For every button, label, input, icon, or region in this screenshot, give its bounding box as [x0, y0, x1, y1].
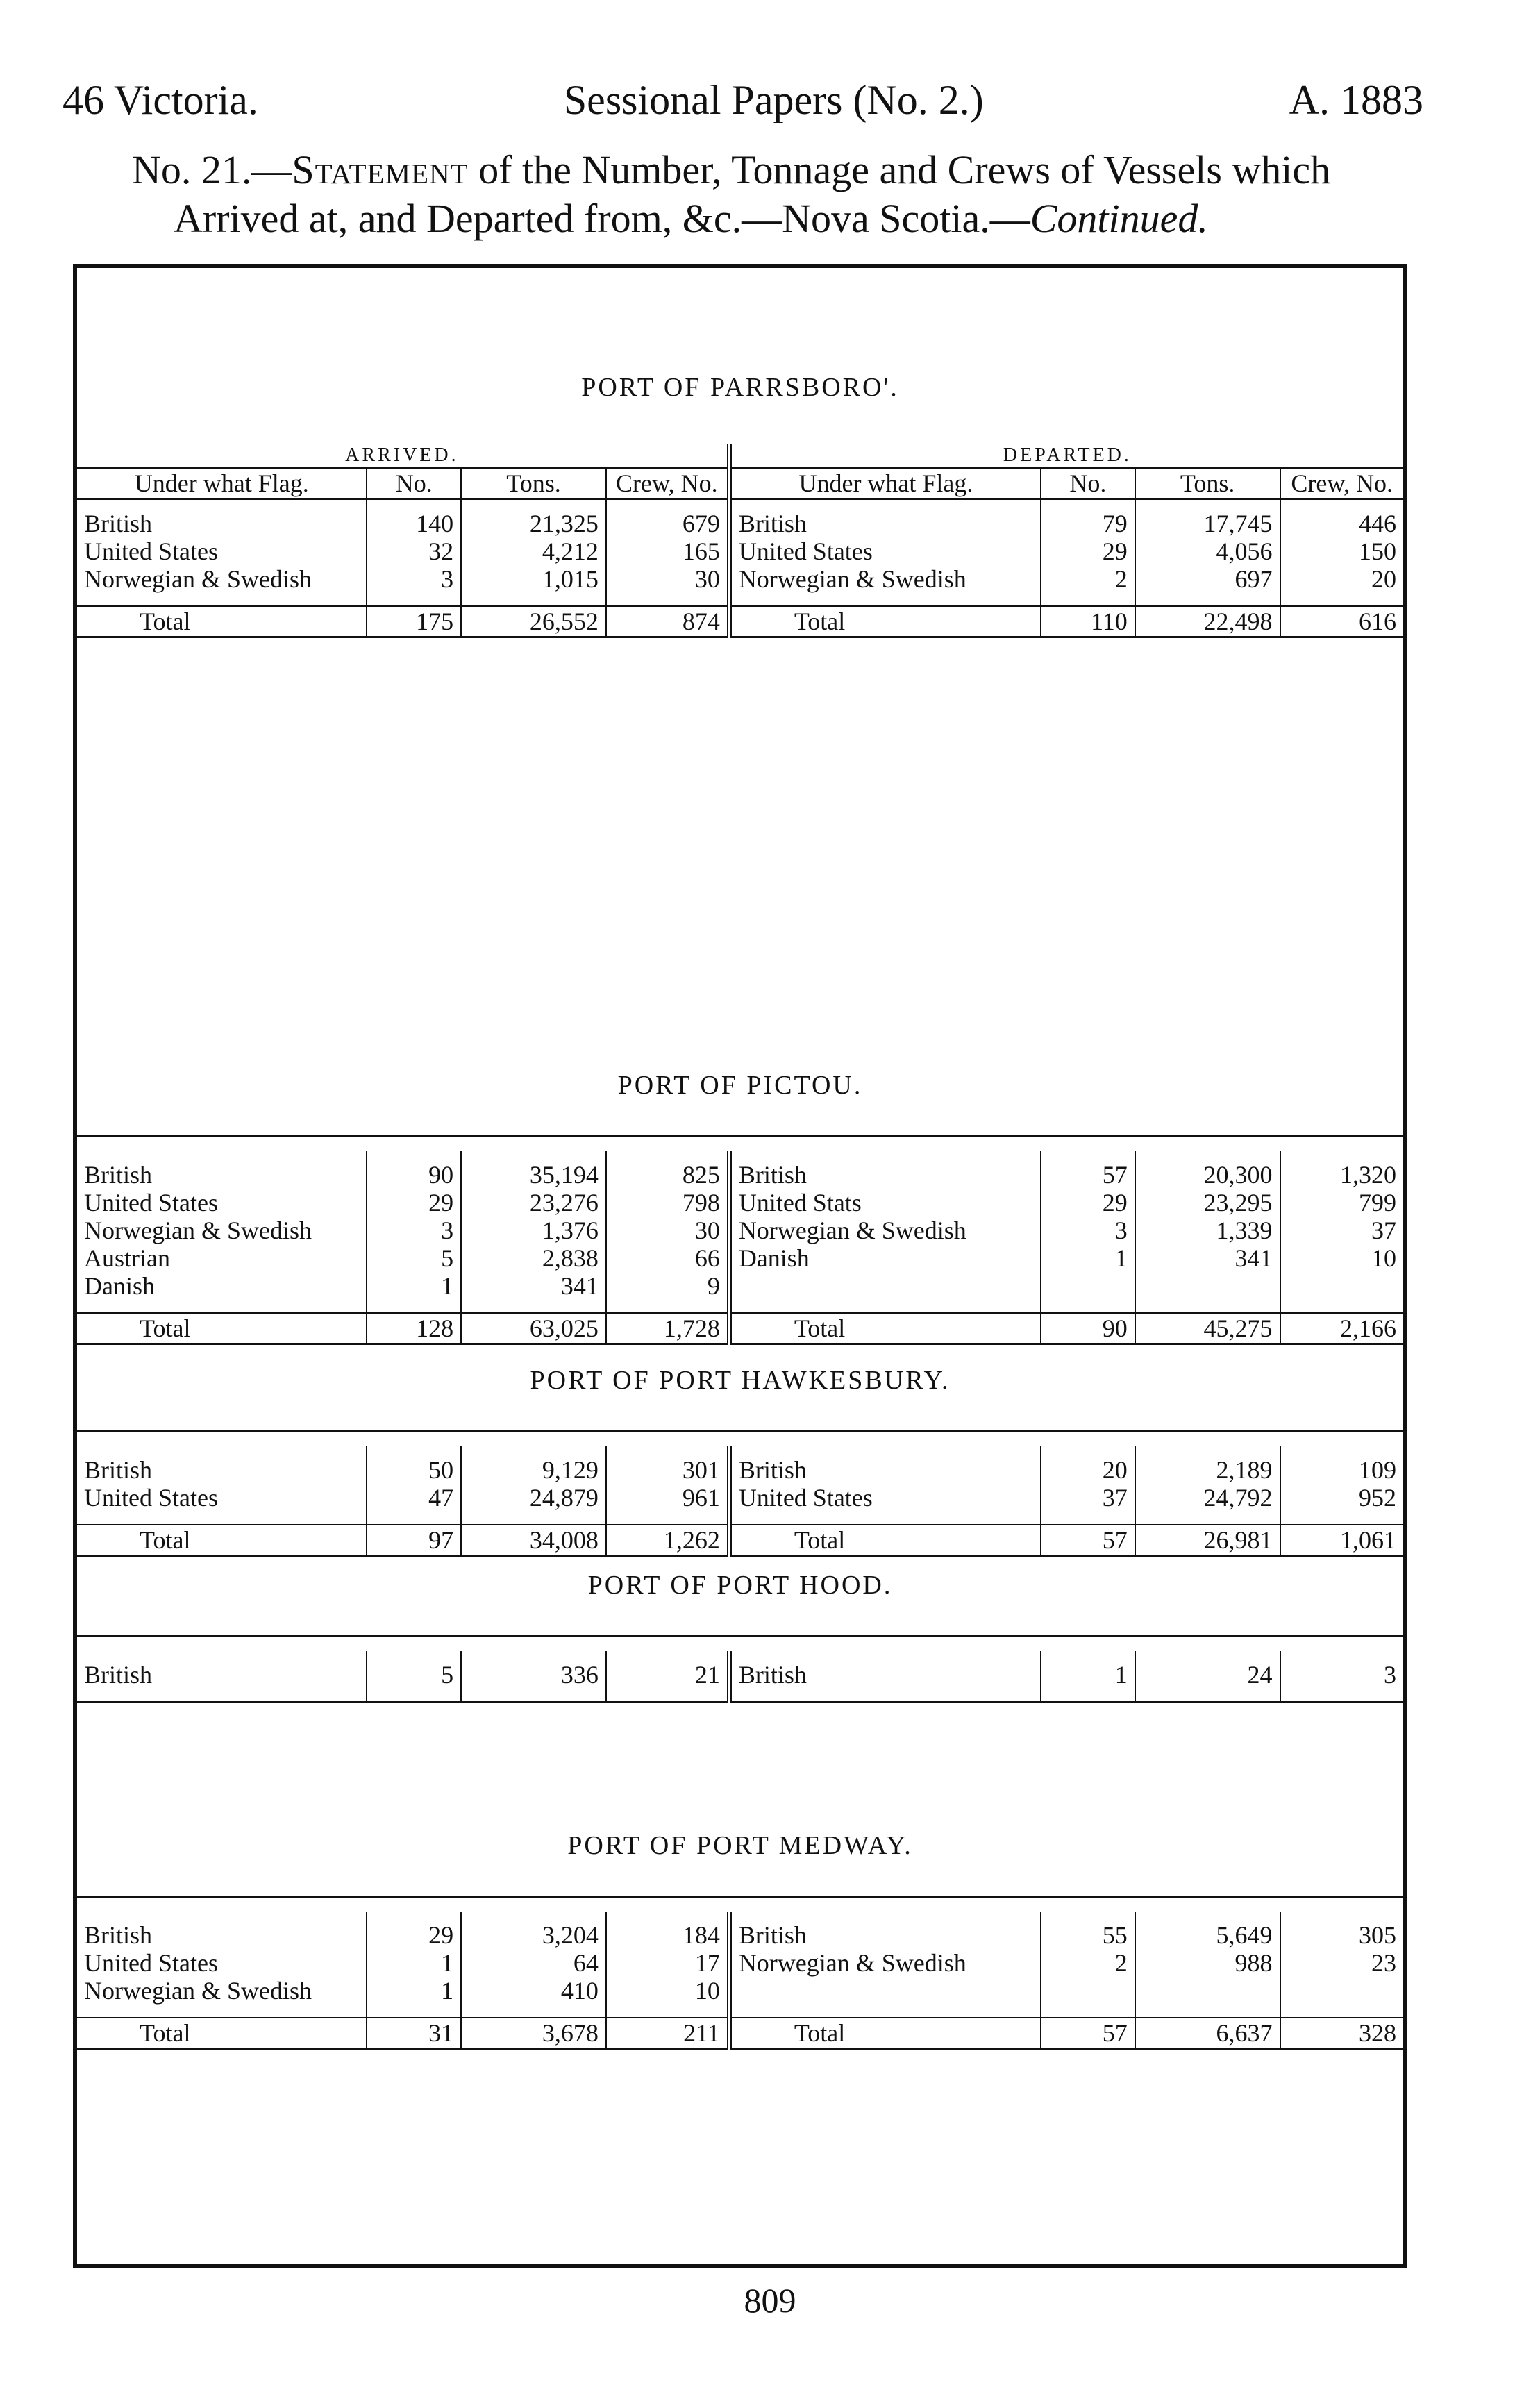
departed-tons-cell: 341 [1135, 1244, 1280, 1272]
departed-flag-cell: British [729, 1446, 1041, 1484]
departed-tons-cell: 23,295 [1135, 1189, 1280, 1216]
departed-flag-cell: Norwegian & Swedish [729, 565, 1041, 606]
departed-tons-cell: 1,339 [1135, 1216, 1280, 1244]
statement-frame [73, 264, 1407, 2268]
arrived-total-crew: 1,728 [606, 1313, 729, 1344]
arrived-tons-cell: 21,325 [461, 499, 606, 538]
arrived-no-cell: 1 [367, 1272, 461, 1313]
page-number: 809 [744, 2281, 796, 2320]
port-table [77, 1896, 1403, 2052]
page-header [62, 76, 1423, 124]
departed-tons-cell: 17,745 [1135, 499, 1280, 538]
departed-no-cell [1041, 1272, 1135, 1313]
departed-crew-cell: 305 [1280, 1912, 1403, 1949]
departed-total-tons: 26,981 [1135, 1525, 1280, 1556]
arrived-total-crew: 874 [606, 606, 729, 637]
departed-no-cell: 29 [1041, 537, 1135, 565]
departed-tons-cell: 24 [1135, 1651, 1280, 1703]
flag-header: Under what Flag. [729, 468, 1041, 499]
crew-header: Crew, No. [606, 468, 729, 499]
departed-flag-cell: British [729, 499, 1041, 538]
arrived-total-tons: 63,025 [461, 1313, 606, 1344]
table-row [77, 1484, 1403, 1525]
departed-total-tons: 6,637 [1135, 2018, 1280, 2049]
arrived-tons-cell: 336 [461, 1651, 606, 1703]
arrived-total-crew: 1,262 [606, 1525, 729, 1556]
arrived-no-cell: 90 [367, 1151, 461, 1189]
arrived-total-tons: 34,008 [461, 1525, 606, 1556]
table-row [77, 1977, 1403, 2018]
arrived-flag-cell: British [84, 510, 153, 537]
departed-total-crew: 1,061 [1280, 1525, 1403, 1556]
title-statement: Statement [292, 147, 469, 192]
arrived-tons-cell: 23,276 [461, 1189, 606, 1216]
departed-no-cell: 2 [1041, 565, 1135, 606]
table-row [77, 1216, 1403, 1244]
arrived-no-cell: 3 [367, 1216, 461, 1244]
arrived-flag-cell: Danish [84, 1272, 155, 1300]
port-title: PORT OF PORT MEDWAY. [567, 1831, 913, 1860]
departed-flag-cell: British [729, 1912, 1041, 1949]
arrived-crew-cell: 30 [606, 565, 729, 606]
departed-total-crew: 616 [1280, 606, 1404, 637]
departed-no-cell: 1 [1041, 1244, 1135, 1272]
arrived-tons-cell: 4,212 [461, 537, 606, 565]
section-end [77, 2049, 1403, 2053]
departed-no-cell: 29 [1041, 1189, 1135, 1216]
table-row [77, 1151, 1403, 1189]
departed-crew-cell: 952 [1280, 1484, 1403, 1525]
arrived-crew-cell: 66 [606, 1244, 729, 1272]
departed-no-cell: 37 [1041, 1484, 1135, 1525]
departed-flag-cell: Norwegian & Swedish [729, 1949, 1041, 1977]
arrived-crew-cell: 165 [606, 537, 729, 565]
departed-flag-cell: United States [729, 1484, 1041, 1525]
departed-no-cell: 3 [1041, 1216, 1135, 1244]
section-end [77, 637, 1403, 642]
arrived-flag-cell: British [84, 1921, 153, 1949]
flag-header: Under what Flag. [77, 468, 367, 499]
arrived-flag-cell: Norwegian & Swedish [84, 1977, 312, 2005]
departed-crew-cell: 799 [1280, 1189, 1403, 1216]
departed-total-crew: 328 [1280, 2018, 1403, 2049]
arrived-total-label: Total [77, 1313, 367, 1344]
title-prefix: No. 21.— [132, 147, 292, 192]
arrived-no-cell: 3 [367, 565, 461, 606]
arrived-crew-cell: 30 [606, 1216, 729, 1244]
departed-total-tons: 45,275 [1135, 1313, 1280, 1344]
departed-no-cell: 55 [1041, 1912, 1135, 1949]
arrived-crew-cell: 825 [606, 1151, 729, 1189]
departed-no-cell: 20 [1041, 1446, 1135, 1484]
arrived-total-crew: 211 [606, 2018, 729, 2049]
arrived-no-cell: 140 [367, 499, 461, 538]
departed-crew-cell: 109 [1280, 1446, 1403, 1484]
arrived-tons-cell: 9,129 [461, 1446, 606, 1484]
arrived-total-no: 175 [367, 606, 461, 637]
separator-line [77, 1137, 1403, 1152]
departed-tons-cell: 697 [1135, 565, 1280, 606]
arrived-tons-cell: 64 [461, 1949, 606, 1977]
arrived-tons-cell: 1,376 [461, 1216, 606, 1244]
arrived-no-cell: 29 [367, 1912, 461, 1949]
departed-no-cell: 79 [1041, 499, 1135, 538]
arrived-flag-cell: British [84, 1456, 153, 1484]
port-title: PORT OF PORT HOOD. [587, 1571, 893, 1600]
arrived-total-no: 31 [367, 2018, 461, 2049]
departed-no-cell: 1 [1041, 1651, 1135, 1703]
departed-crew-cell: 20 [1280, 565, 1404, 606]
table-row [77, 499, 1403, 538]
arrived-flag-cell: Norwegian & Swedish [84, 565, 312, 593]
departed-tons-cell: 988 [1135, 1949, 1280, 1977]
port-table [77, 444, 1403, 641]
departed-total-tons: 22,498 [1135, 606, 1280, 637]
arrived-crew-cell: 961 [606, 1484, 729, 1525]
total-row [77, 606, 1403, 637]
side-header-row [77, 444, 1403, 468]
departed-crew-cell: 3 [1280, 1651, 1403, 1703]
port-table [77, 1135, 1403, 1348]
port-title: PORT OF PORT HAWKESBURY. [530, 1366, 951, 1395]
departed-heading: DEPARTED. [729, 444, 1403, 468]
table-row [77, 1189, 1403, 1216]
table-row [77, 1446, 1403, 1484]
departed-total-label: Total [729, 2018, 1041, 2049]
arrived-flag-cell: United States [84, 537, 218, 565]
arrived-total-no: 128 [367, 1313, 461, 1344]
arrived-heading: ARRIVED. [345, 444, 459, 466]
arrived-flag-cell: British [84, 1161, 153, 1189]
port-table [77, 1430, 1403, 1559]
table-row [77, 1272, 1403, 1313]
arrived-no-cell: 29 [367, 1189, 461, 1216]
departed-tons-cell: 4,056 [1135, 537, 1280, 565]
departed-flag-cell: Danish [729, 1244, 1041, 1272]
departed-crew-cell [1280, 1272, 1403, 1313]
title-line1-rest: of the Number, Tonnage and Crews of Vessels which [468, 147, 1331, 192]
header-papers: Sessional Papers (No. 2.) [563, 77, 984, 123]
departed-tons-cell [1135, 1272, 1280, 1313]
arrived-crew-cell: 17 [606, 1949, 729, 1977]
section-separator [77, 1897, 1403, 1912]
arrived-no-cell: 47 [367, 1484, 461, 1525]
arrived-no-cell: 5 [367, 1651, 461, 1703]
departed-total-label: Total [729, 1525, 1041, 1556]
arrived-flag-cell: United States [84, 1189, 218, 1216]
port-section [77, 1809, 1403, 2052]
departed-flag-cell: United States [729, 537, 1041, 565]
departed-total-label: Total [729, 1313, 1041, 1344]
arrived-no-cell: 32 [367, 537, 461, 565]
arrived-no-cell: 5 [367, 1244, 461, 1272]
arrived-total-tons: 26,552 [461, 606, 606, 637]
departed-flag-cell [729, 1272, 1041, 1313]
departed-crew-cell: 10 [1280, 1244, 1403, 1272]
departed-tons-cell: 20,300 [1135, 1151, 1280, 1189]
port-section [77, 1549, 1403, 1706]
header-year: A. 1883 [1289, 77, 1423, 123]
departed-tons-cell: 5,649 [1135, 1912, 1280, 1949]
tons-header: Tons. [461, 468, 606, 499]
section-end-line [77, 637, 1403, 642]
arrived-no-cell: 50 [367, 1446, 461, 1484]
departed-flag-cell: British [729, 1151, 1041, 1189]
arrived-flag-cell: British [84, 1661, 153, 1689]
port-section [77, 1049, 1403, 1348]
departed-flag-cell: United Stats [729, 1189, 1041, 1216]
arrived-tons-cell: 410 [461, 1977, 606, 2018]
table-row [77, 1912, 1403, 1949]
arrived-tons-cell: 341 [461, 1272, 606, 1313]
table-row [77, 537, 1403, 565]
table-row [77, 1244, 1403, 1272]
arrived-total-label: Total [77, 2018, 367, 2049]
departed-flag-cell [729, 1977, 1041, 2018]
arrived-crew-cell: 301 [606, 1446, 729, 1484]
title-continued: Continued. [1030, 196, 1208, 241]
statement-title [132, 146, 1451, 243]
column-header-row [77, 468, 1403, 499]
arrived-tons-cell: 1,015 [461, 565, 606, 606]
departed-crew-cell [1280, 1977, 1403, 2018]
total-row [77, 1313, 1403, 1344]
arrived-total-tons: 3,678 [461, 2018, 606, 2049]
arrived-total-label: Total [77, 1525, 367, 1556]
arrived-tons-cell: 3,204 [461, 1912, 606, 1949]
departed-crew-cell: 150 [1280, 537, 1404, 565]
no-header: No. [367, 468, 461, 499]
separator-line [77, 1897, 1403, 1912]
port-table [77, 1635, 1403, 1706]
arrived-no-cell: 1 [367, 1977, 461, 2018]
arrived-crew-cell: 798 [606, 1189, 729, 1216]
table-row [77, 1651, 1403, 1703]
departed-crew-cell: 1,320 [1280, 1151, 1403, 1189]
departed-tons-cell: 2,189 [1135, 1446, 1280, 1484]
arrived-flag-cell: United States [84, 1949, 218, 1977]
table-row [77, 565, 1403, 606]
arrived-total-label: Total [77, 606, 367, 637]
departed-total-no: 57 [1041, 2018, 1135, 2049]
section-end-line [77, 2049, 1403, 2053]
header-session: 46 Victoria. [62, 77, 258, 123]
tons-header: Tons. [1135, 468, 1280, 499]
section-end-line [77, 1703, 1403, 1707]
arrived-tons-cell: 2,838 [461, 1244, 606, 1272]
departed-no-cell: 2 [1041, 1949, 1135, 1977]
arrived-total-no: 97 [367, 1525, 461, 1556]
arrived-flag-cell: United States [84, 1484, 218, 1512]
table-row [77, 1949, 1403, 1977]
section-separator [77, 1432, 1403, 1447]
departed-tons-cell: 24,792 [1135, 1484, 1280, 1525]
crew-header: Crew, No. [1280, 468, 1404, 499]
arrived-crew-cell: 184 [606, 1912, 729, 1949]
port-section [77, 310, 1403, 641]
port-title: PORT OF PICTOU. [617, 1071, 863, 1100]
arrived-tons-cell: 35,194 [461, 1151, 606, 1189]
arrived-crew-cell: 10 [606, 1977, 729, 2018]
title-line2: Arrived at, and Departed from, &c.—Nova Scotia.— [174, 196, 1030, 241]
departed-total-no: 110 [1041, 606, 1135, 637]
no-header: No. [1041, 468, 1135, 499]
section-end [77, 1703, 1403, 1707]
departed-total-crew: 2,166 [1280, 1313, 1403, 1344]
arrived-crew-cell: 21 [606, 1651, 729, 1703]
total-row [77, 2018, 1403, 2049]
section-separator [77, 1637, 1403, 1652]
departed-no-cell [1041, 1977, 1135, 2018]
departed-no-cell: 57 [1041, 1151, 1135, 1189]
arrived-crew-cell: 9 [606, 1272, 729, 1313]
arrived-tons-cell: 24,879 [461, 1484, 606, 1525]
departed-total-label: Total [729, 606, 1041, 637]
port-title: PORT OF PARRSBORO'. [581, 373, 899, 402]
departed-total-no: 57 [1041, 1525, 1135, 1556]
departed-tons-cell [1135, 1977, 1280, 2018]
separator-line [77, 1432, 1403, 1447]
departed-crew-cell: 37 [1280, 1216, 1403, 1244]
section-separator [77, 1137, 1403, 1152]
arrived-crew-cell: 679 [606, 499, 729, 538]
departed-flag-cell: British [729, 1651, 1041, 1703]
separator-line [77, 1637, 1403, 1652]
departed-total-no: 90 [1041, 1313, 1135, 1344]
departed-crew-cell: 23 [1280, 1949, 1403, 1977]
departed-flag-cell: Norwegian & Swedish [729, 1216, 1041, 1244]
port-section [77, 1344, 1403, 1559]
arrived-flag-cell: Norwegian & Swedish [84, 1216, 312, 1244]
arrived-flag-cell: Austrian [84, 1244, 170, 1272]
arrived-no-cell: 1 [367, 1949, 461, 1977]
departed-crew-cell: 446 [1280, 499, 1404, 538]
